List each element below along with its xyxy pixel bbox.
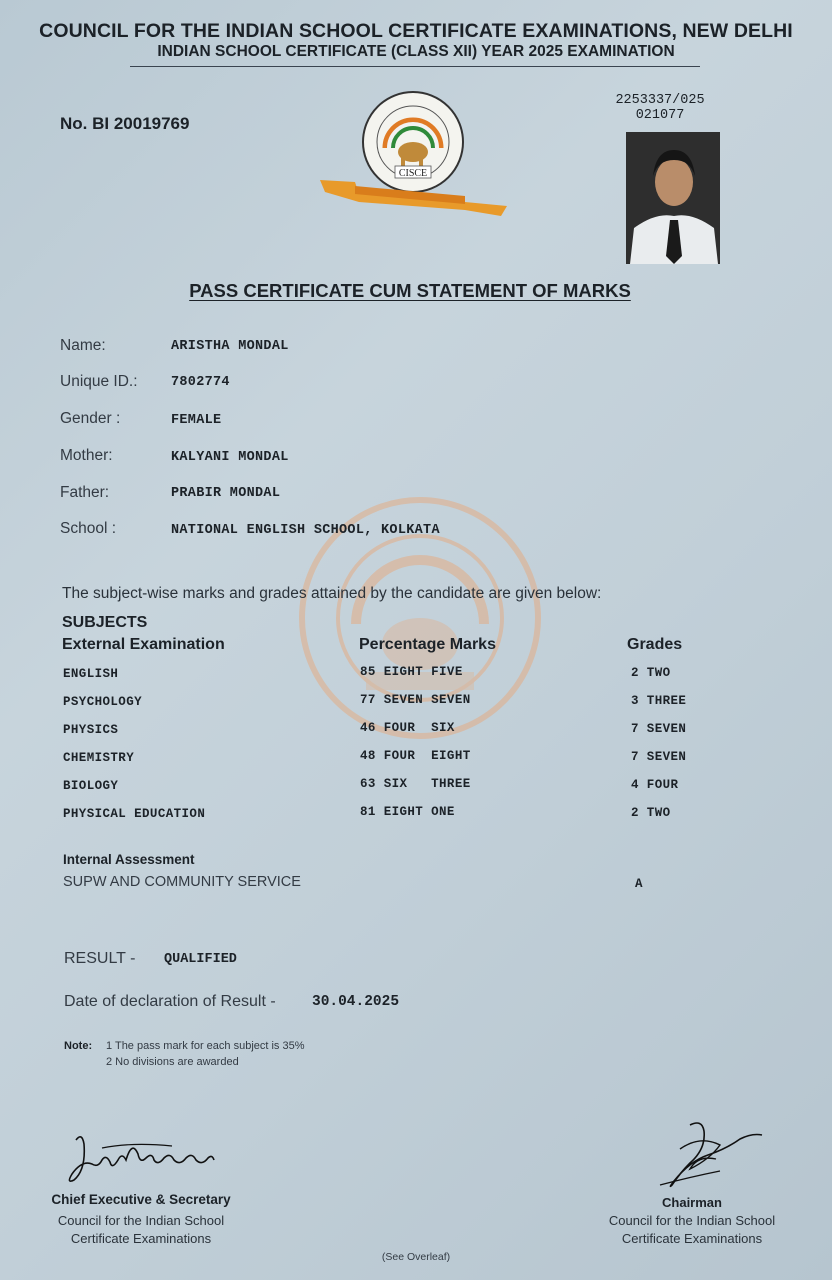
reference-line-2: 021077 (635, 108, 685, 123)
chairman-title: Chairman (662, 1195, 722, 1210)
certificate-title: PASS CERTIFICATE CUM STATEMENT OF MARKS (189, 280, 631, 301)
subject-grade: 7 SEVEN (631, 750, 687, 764)
school-label: School : (60, 520, 117, 537)
mother-label: Mother: (60, 447, 113, 464)
council-heading: COUNCIL FOR THE INDIAN SCHOOL CERTIFICATE EXAMINATIONS, NEW DELHI (39, 20, 793, 42)
logo-abbreviation: CISCE (398, 168, 428, 179)
subject-marks: 48 FOUR EIGHT (360, 749, 471, 763)
unique-id-label: Unique ID.: (60, 373, 138, 390)
unique-id-value: 7802774 (171, 375, 230, 390)
subject-marks: 81 EIGHT ONE (360, 805, 455, 819)
subjects-heading: SUBJECTS (62, 614, 148, 631)
subject-name: ENGLISH (63, 667, 119, 681)
subject-name: BIOLOGY (63, 779, 119, 793)
note-line-1: 1 The pass mark for each subject is 35% (106, 1040, 305, 1052)
subject-grade: 4 FOUR (631, 778, 679, 792)
subject-grade: 7 SEVEN (631, 722, 687, 736)
chairman-org-line-2: Certificate Examinations (621, 1231, 763, 1246)
cisce-logo-icon (315, 86, 515, 226)
secretary-title: Chief Executive & Secretary (51, 1192, 231, 1207)
subject-marks: 77 SEVEN SEVEN (360, 693, 471, 707)
heading-underline (130, 66, 700, 67)
name-label: Name: (60, 337, 106, 354)
gender-label: Gender : (60, 410, 121, 427)
father-value: PRABIR MONDAL (171, 486, 281, 501)
note-label: Note: (64, 1040, 93, 1052)
name-value: ARISTHA MONDAL (171, 339, 289, 354)
internal-assessment-subject: SUPW AND COMMUNITY SERVICE (63, 874, 301, 890)
subject-marks: 63 SIX THREE (360, 777, 471, 791)
subject-name: PHYSICS (63, 723, 119, 737)
father-label: Father: (60, 484, 110, 501)
declaration-date-label: Date of declaration of Result - (64, 993, 276, 1010)
subject-marks: 46 FOUR SIX (360, 721, 455, 735)
see-overleaf-note: (See Overleaf) (381, 1251, 451, 1263)
percentage-heading: Percentage Marks (359, 636, 496, 653)
gender-value: FEMALE (171, 413, 222, 428)
subject-name: CHEMISTRY (63, 751, 135, 765)
note-line-2: 2 No divisions are awarded (106, 1056, 239, 1068)
chairman-org-line-1: Council for the Indian School (608, 1213, 776, 1228)
candidate-photo (626, 132, 720, 264)
secretary-signature-icon (62, 1130, 222, 1186)
subject-grade: 2 TWO (631, 666, 671, 680)
exam-heading: INDIAN SCHOOL CERTIFICATE (CLASS XII) YEAR 2025 EXAMINATION (157, 43, 675, 60)
internal-assessment-heading: Internal Assessment (63, 852, 195, 867)
reference-line-1: 2253337/025 (615, 93, 705, 108)
secretary-org-line-1: Council for the Indian School (57, 1213, 225, 1228)
reference-number (612, 93, 708, 123)
grades-heading: Grades (627, 636, 683, 653)
mother-value: KALYANI MONDAL (171, 450, 289, 465)
school-value: NATIONAL ENGLISH SCHOOL, KOLKATA (171, 523, 440, 538)
external-exam-heading: External Examination (62, 636, 225, 653)
result-value: QUALIFIED (164, 952, 237, 967)
certificate-number: No. BI 20019769 (60, 114, 190, 133)
marks-intro: The subject-wise marks and grades attained by the candidate are given below: (62, 585, 602, 602)
subject-marks: 85 EIGHT FIVE (360, 665, 463, 679)
internal-assessment-grade: A (635, 877, 643, 891)
secretary-org-line-2: Certificate Examinations (70, 1231, 212, 1246)
subject-grade: 3 THREE (631, 694, 687, 708)
subject-name: PHYSICAL EDUCATION (63, 807, 206, 821)
result-label: RESULT - (64, 950, 136, 967)
chairman-signature-icon (650, 1115, 770, 1193)
subject-name: PSYCHOLOGY (63, 695, 143, 709)
subject-grade: 2 TWO (631, 806, 671, 820)
declaration-date-value: 30.04.2025 (312, 994, 400, 1010)
